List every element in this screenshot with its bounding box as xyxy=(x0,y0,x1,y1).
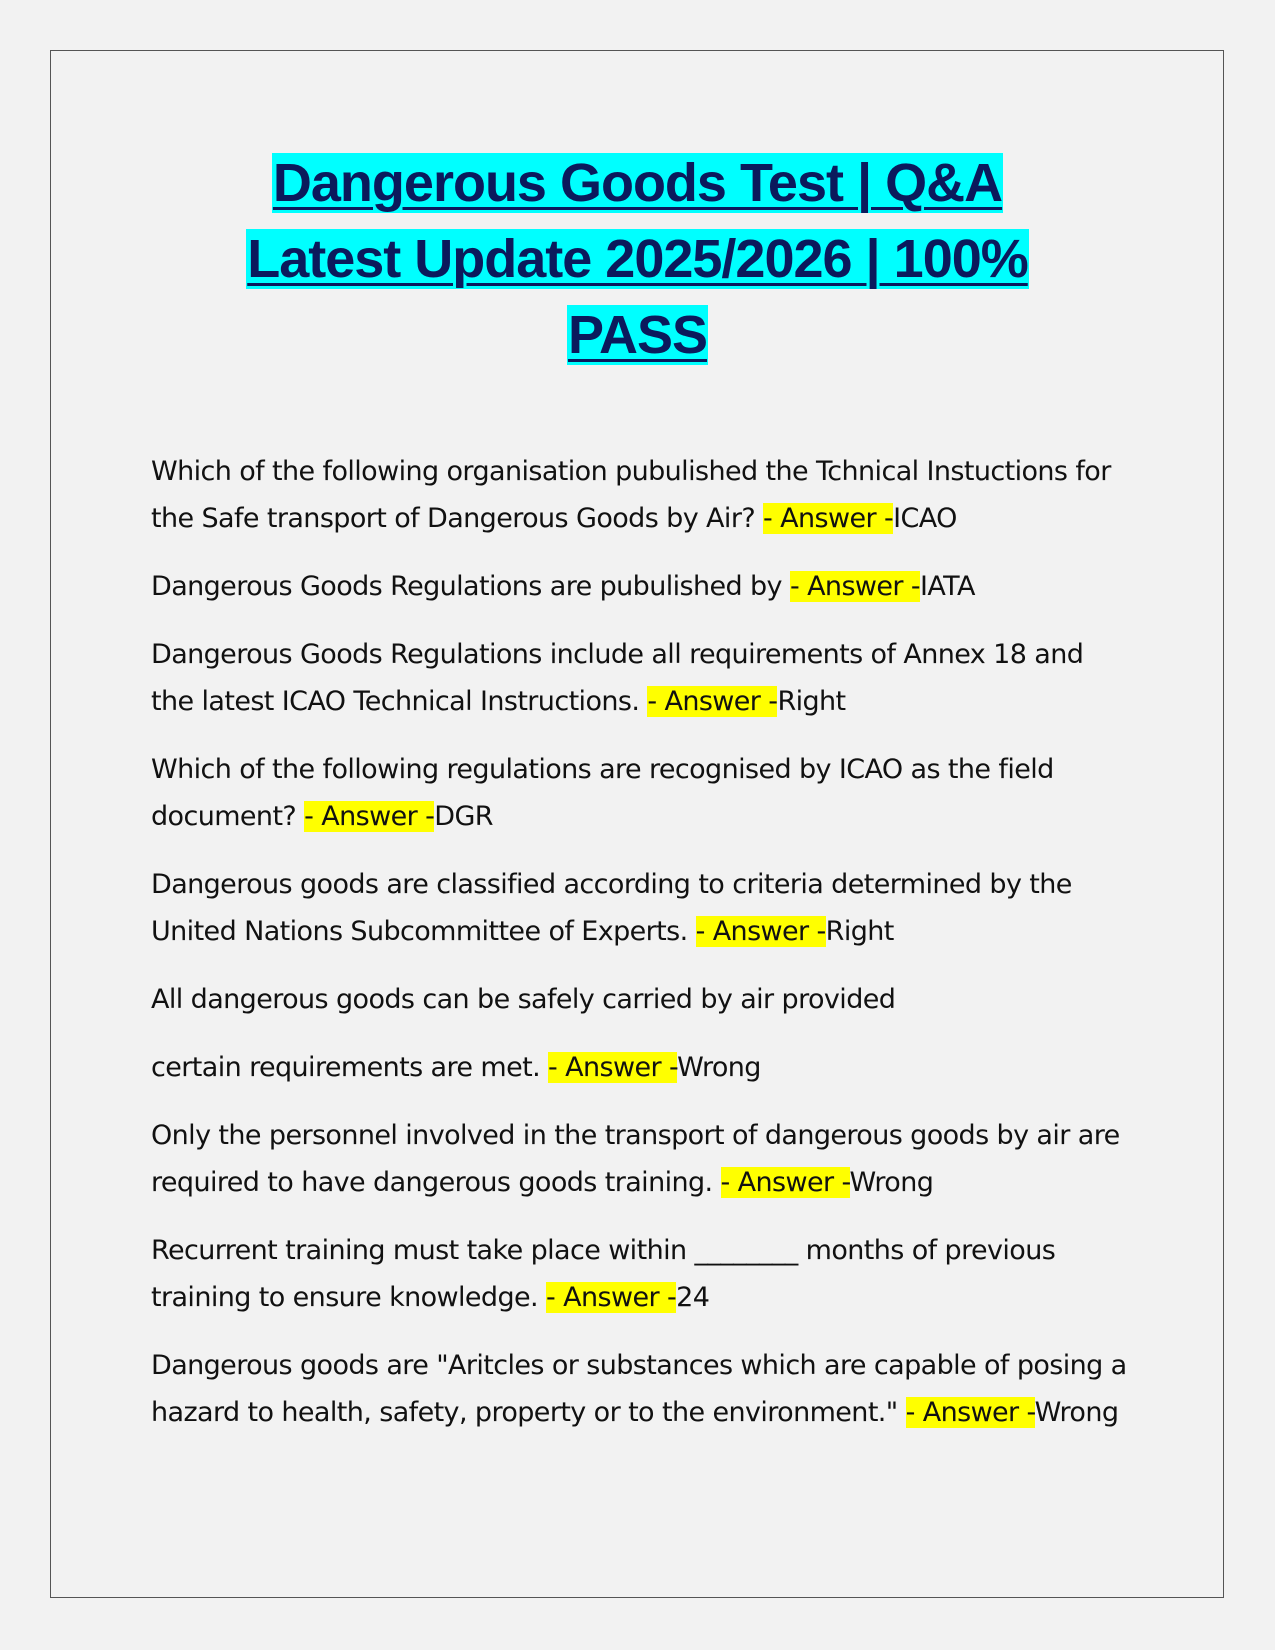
qa-item-7 xyxy=(151,1044,1131,1091)
answer-text: DGR xyxy=(434,801,493,832)
qa-item-3 xyxy=(151,631,1131,725)
question-text: Dangerous Goods Regulations include all requirements of Annex 18 and the latest ICAO Technical Instructions. xyxy=(151,639,1084,717)
answer-label: - Answer - xyxy=(647,686,778,717)
answer-text: 24 xyxy=(676,1282,710,1313)
qa-item-8 xyxy=(151,1112,1131,1206)
answer-text: Wrong xyxy=(1034,1397,1119,1428)
question-text: Which of the following regulations are recognised by ICAO as the field document? xyxy=(151,754,1054,832)
answer-text: IATA xyxy=(920,571,975,602)
document-title xyxy=(100,145,1175,373)
title-line-1: Dangerous Goods Test | Q&A xyxy=(272,153,1003,213)
answer-label: - Answer - xyxy=(695,916,826,947)
question-text: certain requirements are met. xyxy=(151,1052,549,1083)
question-text: Dangerous goods are "Aritcles or substances which are capable of posing a hazard to health, safety, property or to the environment." xyxy=(151,1350,1127,1428)
answer-text: Right xyxy=(777,686,846,717)
question-text: Only the personnel involved in the transport of dangerous goods by air are required to have dangerous goods training. xyxy=(151,1120,1120,1198)
answer-label: - Answer - xyxy=(304,801,435,832)
answer-label: - Answer - xyxy=(548,1052,678,1083)
question-text: Dangerous goods are classified according to criteria determined by the United Nations Subcommittee of Experts. xyxy=(151,869,1072,947)
title-line-2: Latest Update 2025/2026 | 100% xyxy=(247,229,1028,289)
answer-label: - Answer - xyxy=(789,571,921,602)
answer-text: Wrong xyxy=(677,1052,761,1083)
answer-label: - Answer - xyxy=(720,1167,850,1198)
qa-item-1 xyxy=(151,448,1131,542)
answer-label: - Answer - xyxy=(905,1397,1035,1428)
qa-item-9 xyxy=(151,1227,1131,1321)
qa-item-2 xyxy=(151,563,1131,610)
qa-item-10 xyxy=(151,1342,1131,1436)
question-text: Dangerous Goods Regulations are pubulished by xyxy=(151,571,790,602)
answer-text: ICAO xyxy=(893,503,957,534)
answer-label: - Answer - xyxy=(546,1282,677,1313)
answer-text: Right xyxy=(825,916,894,947)
question-text: Which of the following organisation pubulished the Tchnical Instuctions for the Safe transport of Dangerous Goods by Air? xyxy=(151,456,1111,534)
qa-item-5 xyxy=(151,861,1131,955)
question-text: All dangerous goods can be safely carried by air provided xyxy=(151,984,896,1015)
qa-item-4 xyxy=(151,746,1131,840)
qa-list xyxy=(151,448,1131,1457)
question-text: Recurrent training must take place within ________ months of previous training to ensure knowledge. xyxy=(151,1235,1056,1313)
title-line-3: PASS xyxy=(567,305,708,365)
answer-label: - Answer - xyxy=(763,503,894,534)
answer-text: Wrong xyxy=(849,1167,934,1198)
qa-item-6 xyxy=(151,976,1131,1023)
